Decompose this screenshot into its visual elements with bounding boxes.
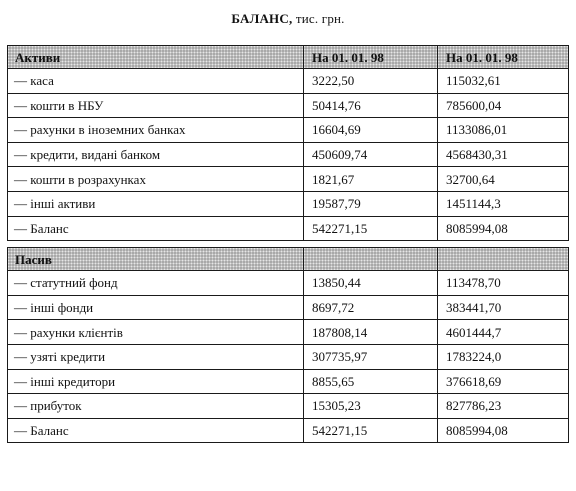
row-value-2: 1133086,01 bbox=[438, 118, 569, 143]
row-value-1: 307735,97 bbox=[304, 344, 438, 369]
row-value-1: 542271,15 bbox=[304, 418, 438, 443]
table-row bbox=[8, 295, 569, 320]
table-row bbox=[8, 69, 569, 94]
assets-header-date-2: На 01. 01. 98 bbox=[438, 46, 569, 69]
table-row bbox=[8, 271, 569, 296]
table-row bbox=[8, 93, 569, 118]
row-value-2: 32700,64 bbox=[438, 167, 569, 192]
row-label: — прибуток bbox=[8, 394, 304, 419]
row-value-1: 1821,67 bbox=[304, 167, 438, 192]
row-value-2: 1783224,0 bbox=[438, 344, 569, 369]
row-value-2: 113478,70 bbox=[438, 271, 569, 296]
row-value-1: 50414,76 bbox=[304, 93, 438, 118]
row-value-1: 8697,72 bbox=[304, 295, 438, 320]
row-value-1: 187808,14 bbox=[304, 320, 438, 345]
row-value-2: 785600,04 bbox=[438, 93, 569, 118]
row-value-1: 19587,79 bbox=[304, 191, 438, 216]
title-main: БАЛАНС, bbox=[231, 11, 293, 26]
row-value-2: 8085994,08 bbox=[438, 418, 569, 443]
title-unit: тис. грн. bbox=[295, 11, 345, 26]
row-value-2: 4568430,31 bbox=[438, 142, 569, 167]
table-row bbox=[8, 142, 569, 167]
table-row bbox=[8, 344, 569, 369]
row-value-1: 3222,50 bbox=[304, 69, 438, 94]
row-label: — інші активи bbox=[8, 191, 304, 216]
row-value-1: 15305,23 bbox=[304, 394, 438, 419]
assets-header-label: Активи bbox=[8, 46, 304, 69]
row-value-1: 16604,69 bbox=[304, 118, 438, 143]
balance-table bbox=[7, 45, 569, 443]
table-row bbox=[8, 369, 569, 394]
liabilities-total-row bbox=[8, 418, 569, 443]
assets-total-row bbox=[8, 216, 569, 241]
row-value-2: 827786,23 bbox=[438, 394, 569, 419]
row-label: — статутний фонд bbox=[8, 271, 304, 296]
table-row bbox=[8, 394, 569, 419]
table-row bbox=[8, 191, 569, 216]
row-value-2: 1451144,3 bbox=[438, 191, 569, 216]
row-value-2: 383441,70 bbox=[438, 295, 569, 320]
row-value-1: 450609,74 bbox=[304, 142, 438, 167]
row-label: — інші фонди bbox=[8, 295, 304, 320]
row-label: — кредити, видані банком bbox=[8, 142, 304, 167]
assets-header-row bbox=[8, 46, 569, 69]
row-value-1: 8855,65 bbox=[304, 369, 438, 394]
row-label: — узяті кредити bbox=[8, 344, 304, 369]
row-value-1: 542271,15 bbox=[304, 216, 438, 241]
row-label: — кошти в НБУ bbox=[8, 93, 304, 118]
row-label: — Баланс bbox=[8, 216, 304, 241]
row-label: — рахунки в іноземних банках bbox=[8, 118, 304, 143]
row-label: — рахунки клієнтів bbox=[8, 320, 304, 345]
row-value-2: 8085994,08 bbox=[438, 216, 569, 241]
section-spacer bbox=[8, 241, 569, 248]
row-value-1: 13850,44 bbox=[304, 271, 438, 296]
table-row bbox=[8, 320, 569, 345]
liabilities-header-row bbox=[8, 248, 569, 271]
table-row bbox=[8, 167, 569, 192]
assets-header-date-1: На 01. 01. 98 bbox=[304, 46, 438, 69]
row-value-2: 4601444,7 bbox=[438, 320, 569, 345]
row-label: — кошти в розрахунках bbox=[8, 167, 304, 192]
row-label: — каса bbox=[8, 69, 304, 94]
row-value-2: 115032,61 bbox=[438, 69, 569, 94]
row-label: — інші кредитори bbox=[8, 369, 304, 394]
table-row bbox=[8, 118, 569, 143]
liabilities-header-label: Пасив bbox=[8, 248, 304, 271]
page-title bbox=[0, 11, 576, 27]
row-label: — Баланс bbox=[8, 418, 304, 443]
row-value-2: 376618,69 bbox=[438, 369, 569, 394]
